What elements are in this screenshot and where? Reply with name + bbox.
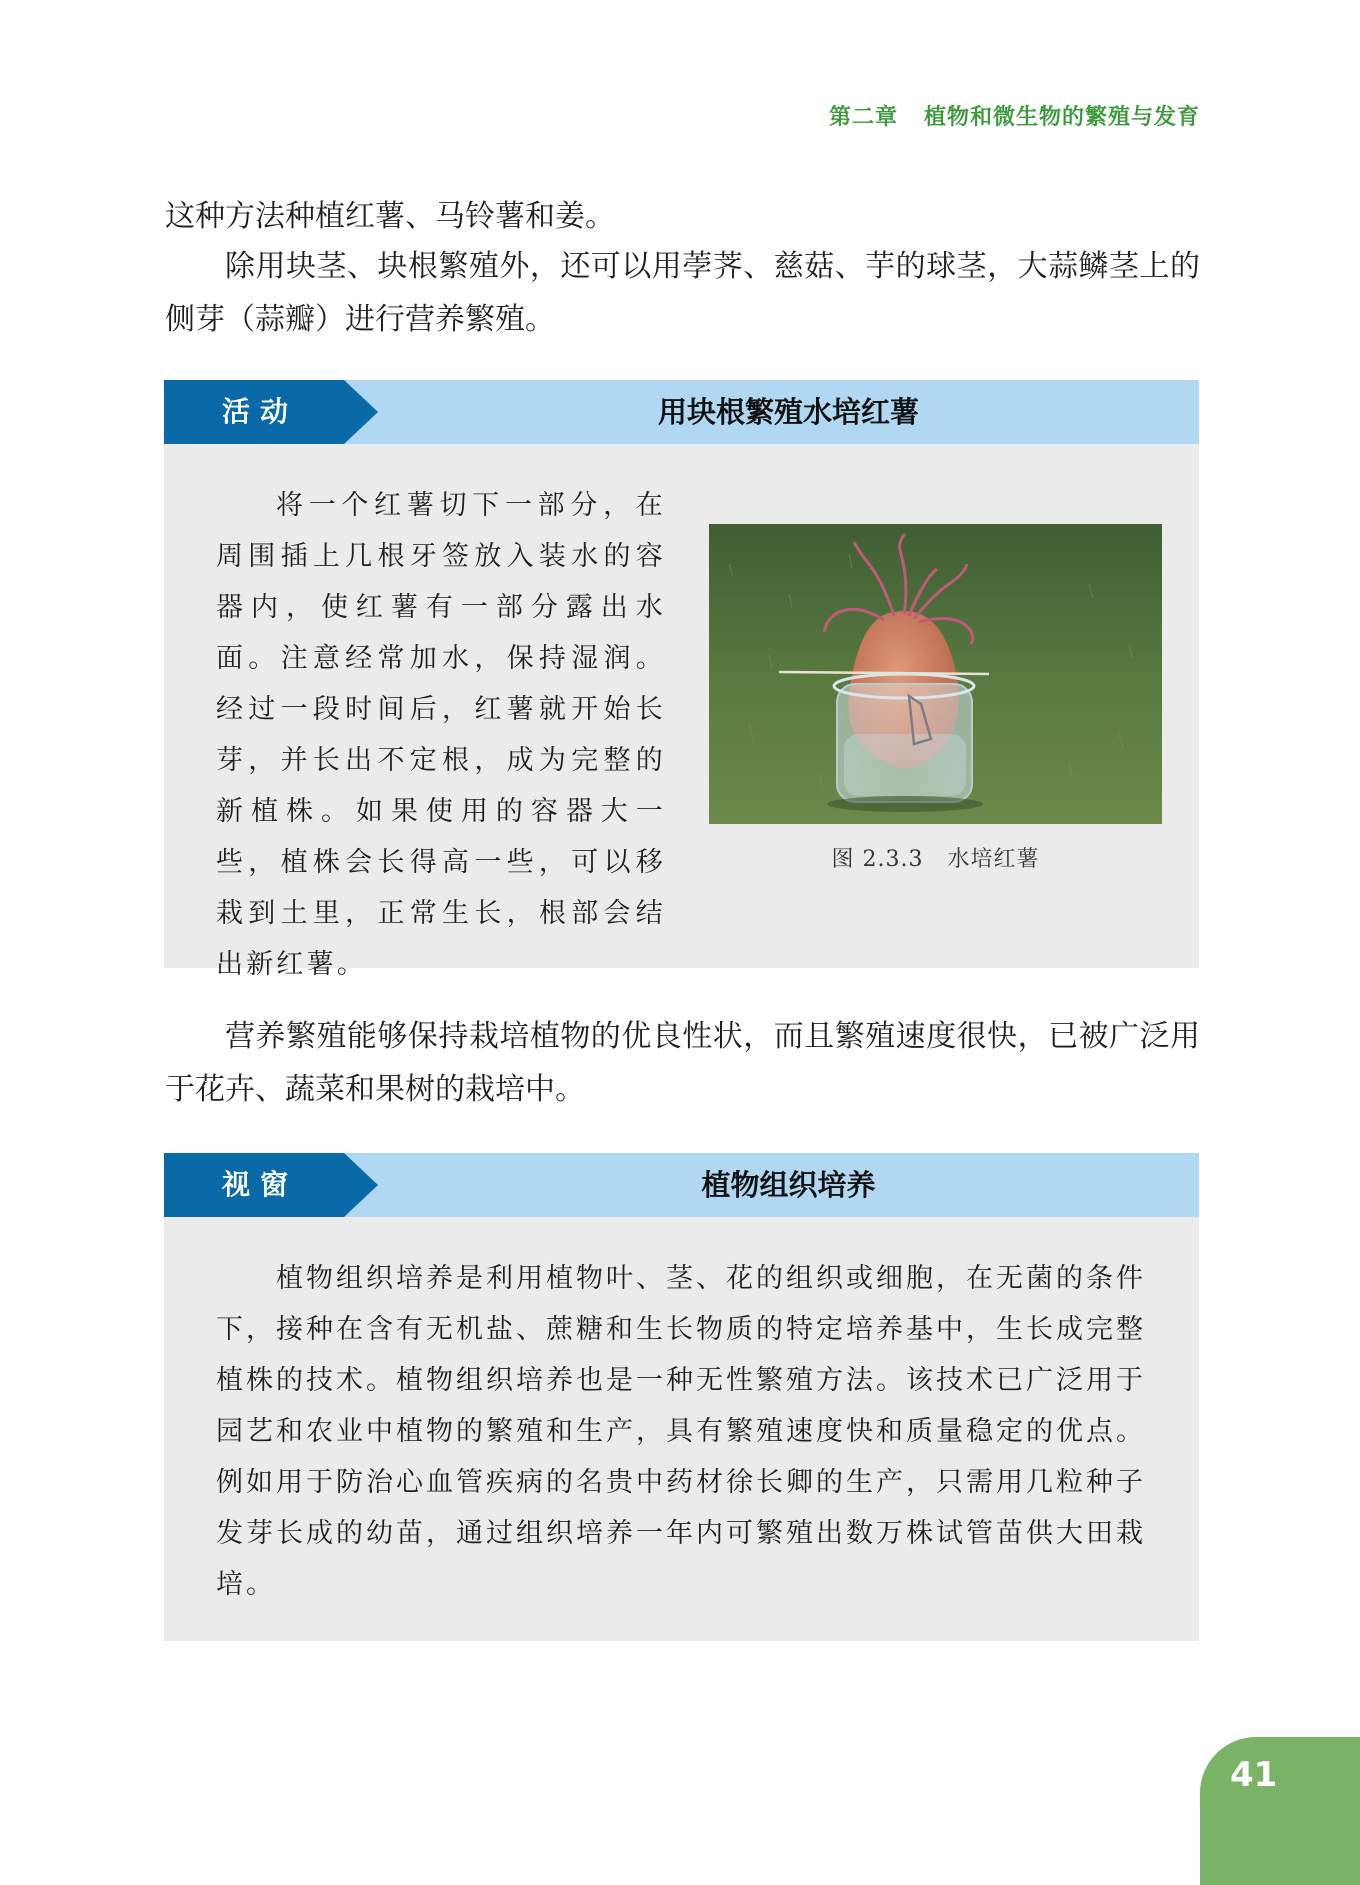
activity-tag-label: 活动 [222,395,299,428]
figure-number: 图 2.3.3 [831,847,924,872]
window-text: 植物组织培养是利用植物叶、茎、花的组织或细胞，在无菌的条件下，接种在含有无机盐、蔗糖和生长物质的特定培养基中，生长成完整植株的技术。植物组织培养也是一种无性繁殖方法。该技术已广泛用于园艺和农业中植物的繁殖和生产，具有繁殖速度快和质量稳定的优点。例如用于防治心血管疾病的名贵中药材徐长卿的生产，只需用几粒种子发芽长成的幼苗，通过组织培养一年内可繁殖出数万株试管苗供大田栽培。 [216,1263,1146,1600]
sweet-potato-photo [709,524,1162,824]
page-number-tab [1200,1737,1360,1885]
paragraph-1: 这种方法种植红薯、马铃薯和姜。 [165,199,615,234]
chapter-number: 第二章 [828,105,898,130]
paragraph-2: 除用块茎、块根繁殖外，还可以用荸荠、慈菇、芋的球茎，大蒜鳞茎上的侧芽（蒜瓣）进行营养繁殖。 [165,249,1200,337]
figure-caption [709,842,1162,873]
paragraph-3: 营养繁殖能够保持栽培植物的优良性状，而且繁殖速度很快，已被广泛用于花卉、蔬菜和果树的栽培中。 [165,1019,1200,1107]
activity-title: 用块根繁殖水培红薯 [657,395,919,429]
chapter-header [829,100,1200,131]
window-title: 植物组织培养 [701,1168,876,1202]
window-header [164,1153,1199,1217]
page-number: 41 [1230,1755,1278,1795]
activity-box [164,380,1199,980]
window-box [164,1153,1199,1641]
figure-caption-text: 水培红薯 [947,847,1040,872]
activity-header [164,380,1199,444]
window-tag-label: 视窗 [222,1168,299,1201]
activity-text: 将一个红薯切下一部分，在周围插上几根牙签放入装水的容器内，使红薯有一部分露出水面。注意经常加水，保持湿润。经过一段时间后，红薯就开始长芽，并长出不定根，成为完整的新植株。如果使用的容器大一些，植株会长得高一些，可以移栽到土里，正常生长，根部会结出新红薯。 [216,490,666,980]
chapter-title: 植物和微生物的繁殖与发育 [923,105,1200,130]
